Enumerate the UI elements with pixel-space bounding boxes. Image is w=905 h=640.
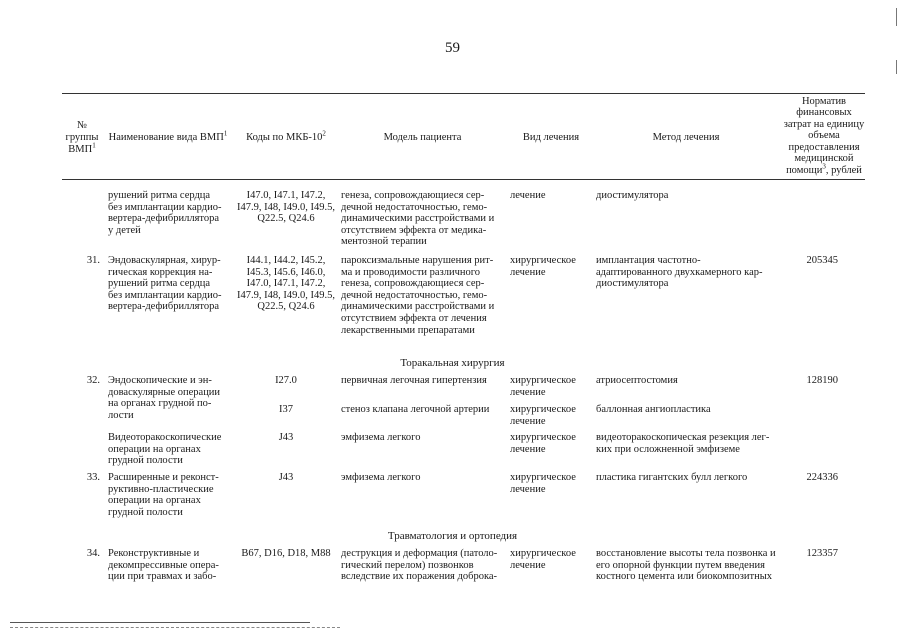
row-31-method: имплантация частотно- адаптированного двухкамерного кар- диостимулятора <box>596 255 763 290</box>
row-31-codes: I44.1, I44.2, I45.2, I45.3, I45.6, I46.0, I47.0, I47.1, I47.2, I47.9, I48, I49.0, I49.5, Q22.5, Q24.6 <box>237 255 335 313</box>
row-34-name: Реконструктивные и декомпрессивные опера- ции при травмах и забо- <box>108 548 219 583</box>
row-33-cost: 224336 <box>806 472 838 483</box>
row-cont-name: рушений ритма сердца без имплантации кардио- вертера-дефибриллятора у детей <box>108 190 222 236</box>
section-traumatology: Травматология и ортопедия <box>387 530 518 542</box>
row-33-model: эмфизема легкого <box>341 472 421 483</box>
header-mkb-codes: Коды по МКБ-$10^2$ <box>246 129 326 143</box>
header-bottom-rule <box>62 179 865 180</box>
row-32-cost: 128190 <box>806 375 838 386</box>
row-34-group: 34. <box>86 548 100 559</box>
row-34-treatment: хирургическое лечение <box>510 548 576 571</box>
row-32-name-c: Видеоторакоскопические операции на органах грудной полости <box>108 432 222 467</box>
row-33-group: 33. <box>86 472 100 483</box>
row-33-treatment: хирургическое лечение <box>510 472 576 495</box>
row-31-model: пароксизмальные нарушения рит- ма и проводимости различного генеза, сопровождающиеся сер- дечной недостаточностью, гемо- динамическими расстройствами и отсутствием эффекта от лечения лекарственными препаратами <box>341 255 495 336</box>
scan-edge-line <box>10 622 310 623</box>
row-34-model: деструкция и деформация (патоло- гический перелом) позвонков вследствие их поражения доброка- <box>341 548 498 583</box>
header-treatment-method: Метод лечения <box>652 132 720 143</box>
row-31-treatment: хирургическое лечение <box>510 255 576 278</box>
row-cont-codes: I47.0, I47.1, I47.2, I47.9, I48, I49.0, I49.5, Q22.5, Q24.6 <box>237 190 335 225</box>
row-31-name: Эндоваскулярная, хирур- гическая коррекция на- рушений ритма сердца без имплантации кардио- вертера-дефибриллятора <box>108 255 222 313</box>
page-number: 59 <box>445 40 460 56</box>
row-32-name: Эндоскопические и эн- доваскулярные операции на органах грудной по- лости <box>108 375 221 421</box>
row-cont-treatment: лечение <box>510 190 546 201</box>
row-32-codes-a: I27.0 <box>275 375 297 386</box>
header-treatment-type: Вид лечения <box>522 132 580 143</box>
header-vmp-name: Наименование вида ВМП$^1$ <box>108 129 228 143</box>
header-group-number: № группы ВМП$^1$ <box>65 120 99 155</box>
row-32-treatment-a: хирургическое лечение <box>510 375 576 398</box>
row-33-method: пластика гигантских булл легкого <box>596 472 748 483</box>
header-top-rule <box>62 93 865 94</box>
row-32-model-b: стеноз клапана легочной артерии <box>341 404 490 415</box>
row-32-treatment-b: хирургическое лечение <box>510 404 576 427</box>
row-cont-method: диостимулятора <box>596 190 669 201</box>
scan-edge-line-dashed <box>10 627 340 628</box>
row-33-codes: J43 <box>278 472 294 483</box>
header-cost-norm: Норматив финансовых затрат на единицу объема предоставления медицинской помощи$^3$, рублей <box>783 96 865 176</box>
row-32-model-a: первичная легочная гипертензия <box>341 375 487 386</box>
row-32-codes-c: J43 <box>278 432 294 443</box>
row-34-method: восстановление высоты тела позвонка и его опорной функции путем введения костного цемента или биокомпозитных <box>596 548 776 583</box>
row-31-group: 31. <box>86 255 100 266</box>
row-34-cost: 123357 <box>806 548 838 559</box>
scan-side-mark <box>896 8 897 26</box>
row-32-method-a: атриосептостомия <box>596 375 678 386</box>
row-cont-model: генеза, сопровождающиеся сер- дечной недостаточностью, гемо- динамическими расстройствами и отсутствием эффекта от медика- ментозной терапии <box>341 190 495 248</box>
row-32-model-c: эмфизема легкого <box>341 432 421 443</box>
row-33-name: Расширенные и реконст- руктивно-пластические операции на органах грудной полости <box>108 472 219 518</box>
row-32-method-c: видеоторакоскопическая резекция лег- ких при осложненной эмфиземе <box>596 432 770 455</box>
row-32-method-b: баллонная ангиопластика <box>596 404 711 415</box>
row-32-treatment-c: хирургическое лечение <box>510 432 576 455</box>
header-patient-model: Модель пациента <box>383 132 462 143</box>
row-31-cost: 205345 <box>806 255 838 266</box>
row-32-codes-b: I37 <box>279 404 293 415</box>
row-32-group: 32. <box>86 375 100 386</box>
scan-side-mark <box>896 60 897 74</box>
section-thoracic-surgery: Торакальная хирургия <box>400 357 505 369</box>
row-34-codes: B67, D16, D18, M88 <box>241 548 331 559</box>
